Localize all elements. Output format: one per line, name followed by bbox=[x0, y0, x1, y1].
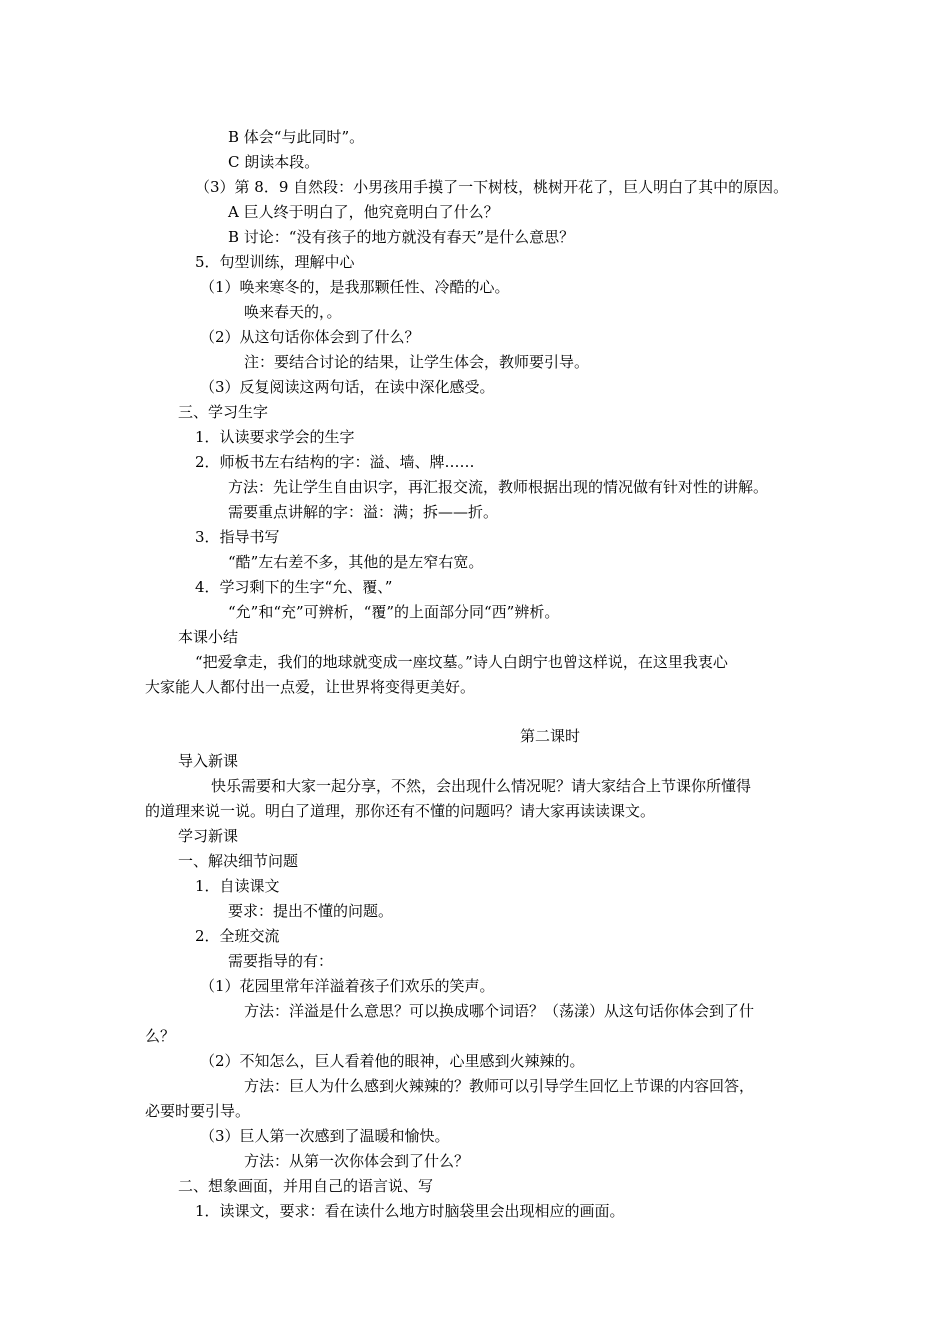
text-line: （1）唤来寒冬的，是我那颗任性、冷酷的心。 bbox=[200, 278, 510, 296]
section-heading: 二、想象画面，并用自己的语言说、写 bbox=[178, 1177, 434, 1195]
section-heading: 本课小结 bbox=[178, 628, 239, 646]
text-line: 方法：洋溢是什么意思？可以换成哪个词语？（荡漾）从这句话你体会到了什 bbox=[244, 1002, 755, 1020]
text-line: 的道理来说一说。明白了道理，那你还有不懂的问题吗？请大家再读读课文。 bbox=[145, 802, 656, 820]
text-line: B 体会“与此同时”。 bbox=[228, 128, 365, 146]
text-line: C 朗读本段。 bbox=[228, 153, 320, 171]
text-line: B 讨论：“没有孩子的地方就没有春天”是什么意思？ bbox=[228, 228, 575, 246]
text-line: 大家能人人都付出一点爱，让世界将变得更美好。 bbox=[145, 678, 476, 696]
text-line: A 巨人终于明白了，他究竟明白了什么？ bbox=[228, 203, 499, 221]
text-line: （3）反复阅读这两句话，在读中深化感受。 bbox=[200, 378, 495, 396]
text-line: 2．全班交流 bbox=[195, 927, 280, 945]
text-line: 需要指导的有： bbox=[228, 952, 334, 970]
text-line: 快乐需要和大家一起分享，不然，会出现什么情况呢？请大家结合上节课你所懂得 bbox=[211, 777, 752, 795]
section-heading: 学习新课 bbox=[178, 827, 239, 845]
text-line: （2）从这句话你体会到了什么？ bbox=[200, 328, 420, 346]
text-line: 要求：提出不懂的问题。 bbox=[228, 902, 394, 920]
section-heading: 一、解决细节问题 bbox=[178, 852, 299, 870]
text-line: 方法：先让学生自由识字，再汇报交流，教师根据出现的情况做有针对性的讲解。 bbox=[228, 478, 769, 496]
text-line: 方法：从第一次你体会到了什么？ bbox=[244, 1152, 470, 1170]
section-heading: 导入新课 bbox=[178, 752, 239, 770]
text-line: 5．句型训练，理解中心 bbox=[195, 253, 355, 271]
text-line: 注：要结合讨论的结果，让学生体会，教师要引导。 bbox=[244, 353, 590, 371]
text-line: 唤来春天的，。 bbox=[244, 303, 342, 321]
text-line: （3）巨人第一次感到了温暖和愉快。 bbox=[200, 1127, 450, 1145]
text-line: 2．师板书左右结构的字：溢、墙、牌…… bbox=[195, 453, 475, 471]
text-line: （3）第 8．9 自然段：小男孩用手摸了一下树枝，桃树开花了，巨人明白了其中的原因。 bbox=[195, 178, 789, 196]
text-line: 1．读课文，要求：看在读什么地方时脑袋里会出现相应的画面。 bbox=[195, 1202, 625, 1220]
text-line: “把爱拿走，我们的地球就变成一座坟墓。”诗人白朗宁也曾这样说，在这里我衷心 bbox=[195, 653, 728, 671]
text-line: （1）花园里常年洋溢着孩子们欢乐的笑声。 bbox=[200, 977, 495, 995]
text-line: 方法：巨人为什么感到火辣辣的？教师可以引导学生回忆上节课的内容回答， bbox=[244, 1077, 755, 1095]
text-line: “允”和“充”可辨析，“覆”的上面部分同“西”辨析。 bbox=[228, 603, 560, 621]
text-line: 3．指导书写 bbox=[195, 528, 280, 546]
lesson-title: 第二课时 bbox=[519, 727, 580, 745]
text-line: （2）不知怎么，巨人看着他的眼神，心里感到火辣辣的。 bbox=[200, 1052, 585, 1070]
text-line: 需要重点讲解的字：溢：满；拆——折。 bbox=[228, 503, 499, 521]
text-line: 4．学习剩下的生字“允、覆、” bbox=[195, 578, 393, 596]
text-line: 1．自读课文 bbox=[195, 877, 280, 895]
text-line: “酷”左右差不多，其他的是左窄右宽。 bbox=[228, 553, 484, 571]
text-line: 么？ bbox=[145, 1027, 176, 1045]
text-line: 必要时要引导。 bbox=[145, 1102, 251, 1120]
text-line: 1．认读要求学会的生字 bbox=[195, 428, 355, 446]
section-heading: 三、学习生字 bbox=[178, 403, 269, 421]
